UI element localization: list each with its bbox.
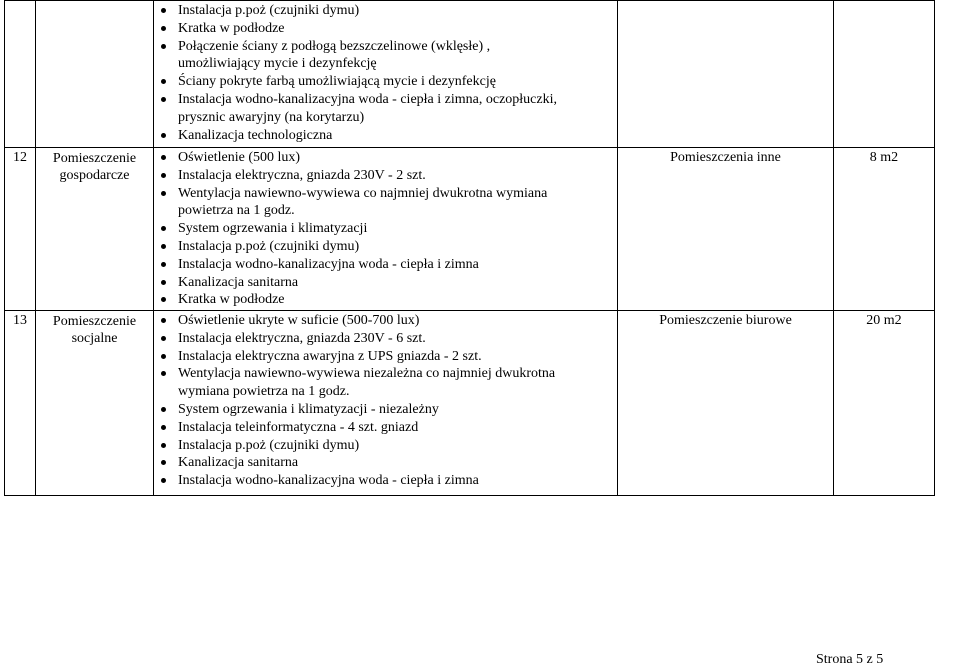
list-item: Instalacja p.poż (czujniki dymu) [154, 437, 617, 455]
room-name-line: Pomieszczenie [52, 314, 137, 329]
list-item: Połączenie ściany z podłogą bezszczelinowe (wklęsłe) , [154, 38, 617, 56]
list-item: Instalacja teleinformatyczna - 4 szt. gniazd [154, 419, 617, 437]
page-number: Strona 5 z 5 [816, 652, 884, 667]
number-cell [5, 311, 36, 496]
room-name-cell [36, 1, 154, 148]
room-name-cell [36, 311, 154, 496]
list-item: Kratka w podłodze [154, 20, 617, 38]
list-item: Instalacja wodno-kanalizacyjna woda - ciepła i zimna [154, 256, 617, 274]
list-item: wymiana powietrza na 1 godz. [178, 384, 350, 400]
list-item: System ogrzewania i klimatyzacji - niezależny [154, 401, 617, 419]
room-type-cell [618, 1, 834, 148]
requirements-list [154, 311, 617, 490]
list-item: powietrza na 1 godz. [178, 203, 295, 219]
requirements-table [4, 0, 935, 496]
list-item: Instalacja wodno-kanalizacyjna woda - ciepła i zimna [154, 472, 617, 490]
area-cell [834, 311, 935, 496]
room-name-line: socjalne [71, 331, 118, 346]
list-item: Wentylacja nawiewno-wywiewa co najmniej dwukrotna wymiana [154, 185, 617, 203]
list-item: Kanalizacja technologiczna [154, 127, 617, 145]
table-row [5, 148, 935, 311]
list-item: System ogrzewania i klimatyzacji [154, 220, 617, 238]
list-item: Kanalizacja sanitarna [154, 274, 617, 292]
room-type-cell [618, 148, 834, 311]
room-name-line: Pomieszczenie [52, 151, 137, 166]
list-item: umożliwiający mycie i dezynfekcję [178, 56, 377, 72]
number-cell [5, 1, 36, 148]
list-item: Instalacja elektryczna, gniazda 230V - 6 szt. [154, 330, 617, 348]
list-item: Kanalizacja sanitarna [154, 454, 617, 472]
room-area: 8 m2 [869, 150, 899, 165]
room-type: Pomieszczenie biurowe [659, 313, 792, 328]
list-item: Instalacja elektryczna awaryjna z UPS gniazda - 2 szt. [154, 348, 617, 366]
list-item: Instalacja p.poż (czujniki dymu) [154, 238, 617, 256]
table-row [5, 311, 935, 496]
room-area: 20 m2 [866, 313, 902, 328]
room-number: 13 [13, 313, 27, 328]
requirements-cell [154, 148, 618, 311]
list-item: Ściany pokryte farbą umożliwiającą mycie i dezynfekcję [154, 73, 617, 91]
room-name-cell [36, 148, 154, 311]
room-type-cell [618, 311, 834, 496]
list-item: Instalacja p.poż (czujniki dymu) [154, 2, 617, 20]
area-cell [834, 148, 935, 311]
list-item: Kratka w podłodze [154, 291, 617, 309]
requirements-list [154, 1, 617, 144]
room-type: Pomieszczenia inne [670, 150, 781, 165]
list-item: prysznic awaryjny (na korytarzu) [178, 109, 365, 125]
table-row [5, 1, 935, 148]
area-cell [834, 1, 935, 148]
number-cell [5, 148, 36, 311]
list-item: Instalacja elektryczna, gniazda 230V - 2 szt. [154, 167, 617, 185]
room-name-line: gospodarcze [59, 168, 130, 183]
list-item: Instalacja wodno-kanalizacyjna woda - ciepła i zimna, oczopłuczki, [154, 91, 617, 109]
list-item: Wentylacja nawiewno-wywiewa niezależna co najmniej dwukrotna [154, 365, 617, 383]
requirements-cell [154, 1, 618, 148]
requirements-cell [154, 311, 618, 496]
list-item: Oświetlenie (500 lux) [154, 149, 617, 167]
requirements-list [154, 148, 617, 309]
room-number: 12 [13, 150, 27, 165]
list-item: Oświetlenie ukryte w suficie (500-700 lux) [154, 312, 617, 330]
